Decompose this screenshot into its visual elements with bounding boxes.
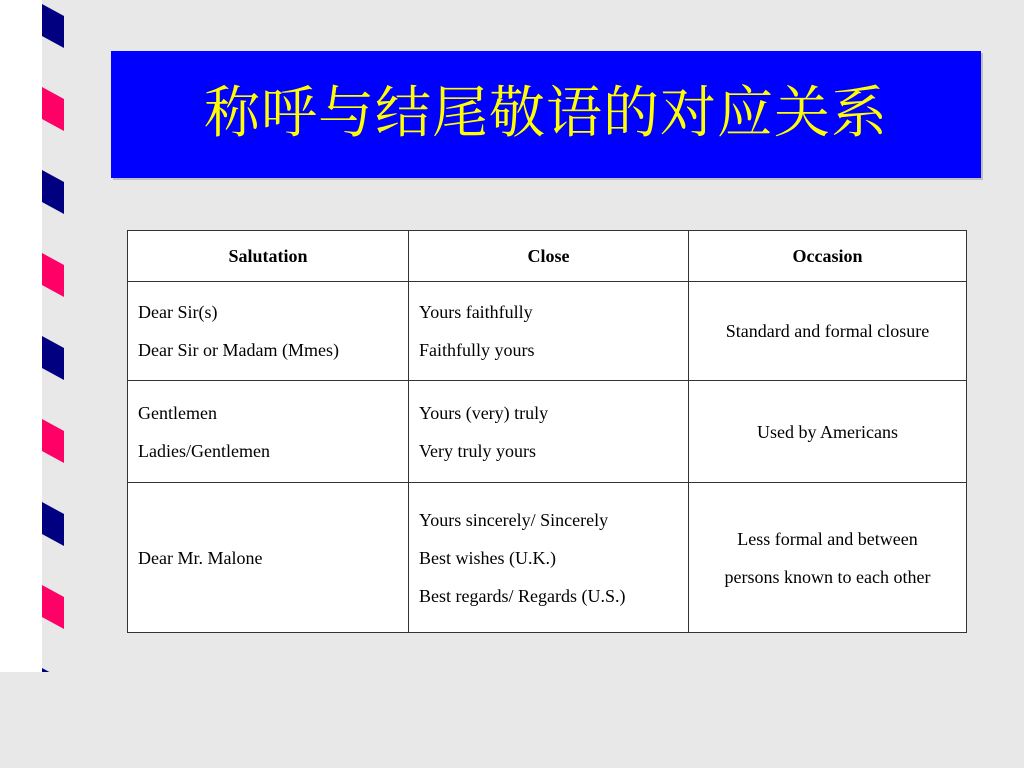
border-stripe [42, 502, 64, 546]
border-stripe [42, 419, 64, 463]
close-line: Very truly yours [419, 440, 536, 461]
border-stripe [42, 253, 64, 297]
close-line: Yours sincerely/ Sincerely [419, 509, 609, 530]
occasion-line: Less formal and between [737, 528, 918, 549]
table-row [128, 381, 967, 483]
close-line: Yours (very) truly [419, 402, 549, 423]
salutation-line: Dear Sir(s) [138, 302, 218, 322]
airmail-stripe-border [42, 0, 64, 672]
salutation-cell [128, 381, 409, 483]
left-white-margin [0, 0, 42, 672]
salutation-cell [128, 282, 409, 381]
salutation-line: Dear Mr. Malone [138, 547, 263, 568]
border-stripe [42, 4, 64, 48]
close-cell [409, 381, 689, 483]
occasion-line: persons known to each other [724, 566, 931, 587]
border-stripe [42, 585, 64, 629]
table-row [128, 282, 967, 381]
close-cell [409, 483, 689, 633]
occasion-line: Standard and formal closure [725, 321, 930, 341]
occasion-cell [689, 483, 967, 633]
header-occasion: Occasion [689, 231, 967, 282]
close-cell [409, 282, 689, 381]
salutation-line: Gentlemen [138, 402, 217, 423]
header-salutation: Salutation [128, 231, 409, 282]
border-stripe [42, 170, 64, 214]
slide-title: 称呼与结尾敬语的对应关系 [204, 80, 888, 146]
border-stripe [42, 87, 64, 131]
close-line: Faithfully yours [419, 340, 535, 360]
close-line: Yours faithfully [419, 302, 533, 322]
occasion-line: Used by Americans [757, 421, 898, 442]
table-header-row [128, 231, 967, 282]
salutation-cell [128, 483, 409, 633]
occasion-cell [689, 381, 967, 483]
border-stripe [42, 668, 64, 672]
header-close: Close [409, 231, 689, 282]
border-stripe [42, 336, 64, 380]
salutation-line: Dear Sir or Madam (Mmes) [138, 340, 339, 360]
salutation-close-table [127, 230, 967, 633]
table-row [128, 483, 967, 633]
close-line: Best regards/ Regards (U.S.) [419, 585, 626, 606]
title-banner [111, 51, 981, 178]
close-line: Best wishes (U.K.) [419, 547, 556, 568]
salutation-line: Ladies/Gentlemen [138, 440, 270, 461]
occasion-cell [689, 282, 967, 381]
